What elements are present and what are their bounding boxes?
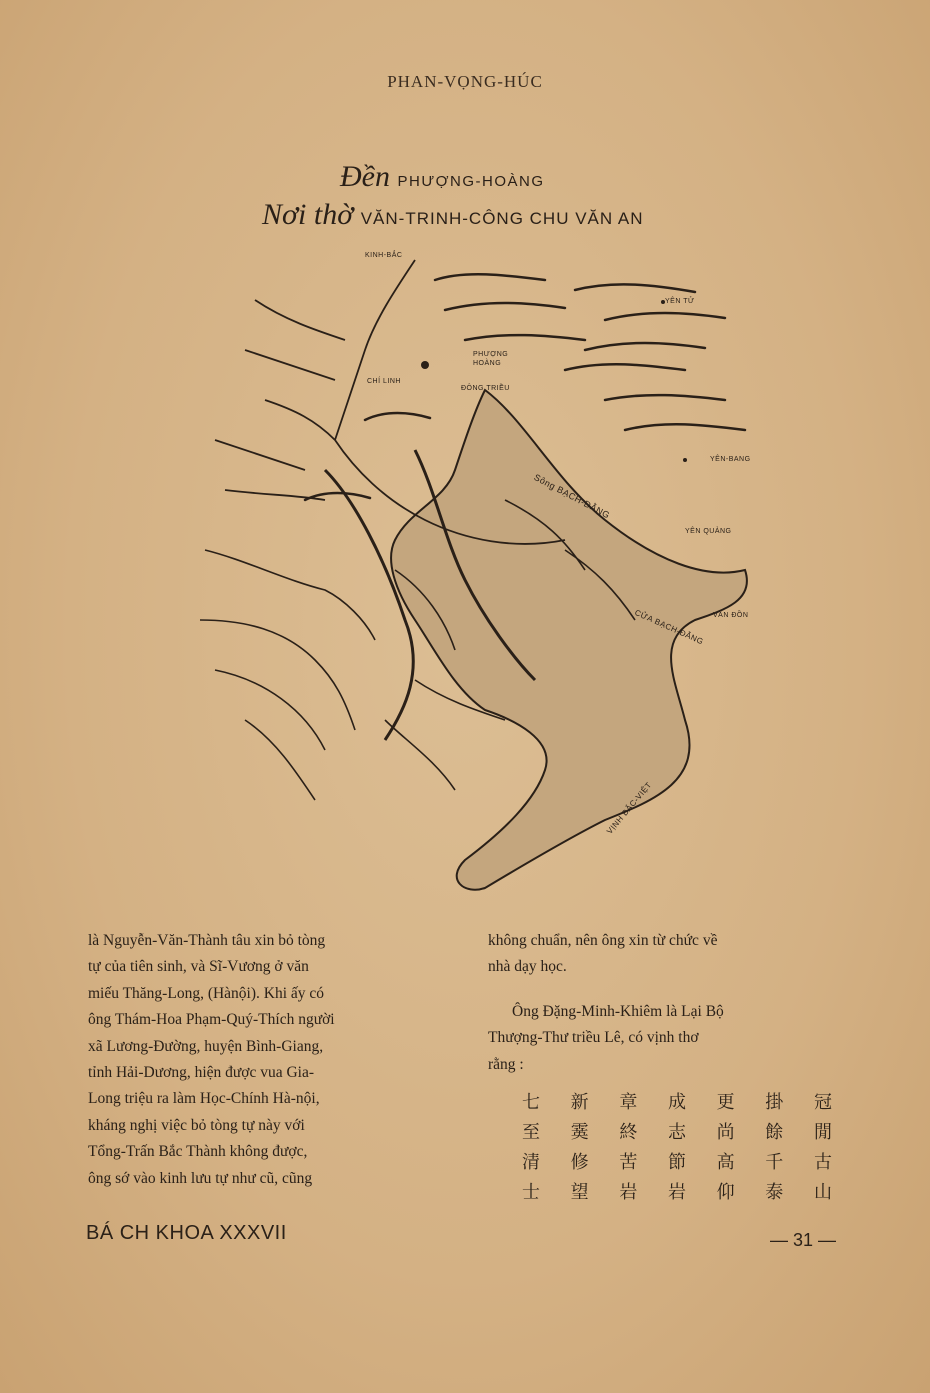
map-label-dong-trieu: ĐÔNG TRIỀU — [461, 385, 510, 392]
map-label-vinh-bac-viet: VỊNH BẮC-VIỆT — [605, 780, 654, 836]
poem-char: 千 — [765, 1152, 784, 1173]
left-line-7: Long triệu ra làm Học-Chính Hà-nội, — [88, 1090, 320, 1108]
poem-line-1 — [522, 1088, 832, 1118]
poem-char: 山 — [813, 1182, 832, 1203]
delta-map — [185, 240, 795, 900]
map-label-kinh-bac: KINH-BẮC — [365, 252, 403, 259]
poem-line-4 — [522, 1178, 832, 1208]
right-p1-line-2: nhà dạy học. — [488, 958, 567, 976]
poem-char: 更 — [716, 1092, 735, 1113]
poem-char: 餘 — [765, 1122, 784, 1143]
left-line-4: ông Thám-Hoa Phạm-Quý-Thích người — [88, 1011, 335, 1029]
poem-char: 掛 — [765, 1092, 784, 1113]
map-title-script-1: Đền — [340, 160, 390, 193]
map-title-line-2 — [262, 198, 644, 232]
right-p2-line-1: Ông Đặng-Minh-Khiêm là Lại Bộ — [512, 1002, 724, 1020]
poem-char: 終 — [619, 1122, 638, 1143]
poem-line-2 — [522, 1118, 832, 1148]
poem-char: 至 — [522, 1122, 540, 1143]
map-label-chi-linh: CHÍ LINH — [367, 378, 401, 385]
left-line-2: tự của tiên sinh, và Sĩ-Vương ở văn — [88, 958, 309, 976]
poem-char: 節 — [667, 1152, 686, 1173]
right-p1-line-1: không chuẩn, nên ông xin từ chức về — [488, 932, 718, 949]
page-number: — 31 — — [770, 1230, 837, 1250]
right-p2-line-2: Thượng-Thư triều Lê, có vịnh thơ — [488, 1029, 699, 1047]
left-line-5: xã Lương-Đường, huyện Bình-Giang, — [88, 1037, 324, 1055]
poem-char: 修 — [570, 1152, 589, 1173]
magazine-footer: BÁ CH KHOA XXXVII — [86, 1222, 287, 1244]
left-column — [88, 928, 464, 1192]
right-column — [488, 928, 864, 1078]
poem-char: 尚 — [716, 1122, 735, 1143]
left-line-1: là Nguyễn-Văn-Thành tâu xin bỏ tòng — [88, 932, 326, 949]
left-line-6: tỉnh Hải-Dương, hiện được vua Gia- — [88, 1064, 315, 1082]
left-line-3: miếu Thăng-Long, (Hànội). Khi ấy có — [88, 984, 325, 1002]
poem-char: 苦 — [619, 1152, 638, 1173]
poem-char: 高 — [716, 1152, 735, 1173]
map-title-line-1 — [340, 160, 545, 194]
poem-char: 仰 — [716, 1182, 735, 1203]
marker-points — [421, 300, 687, 462]
poem-line-3 — [522, 1148, 832, 1178]
poem-char: 章 — [619, 1092, 638, 1113]
running-head: PHAN-VỌNG-HÚC — [387, 72, 543, 91]
delta-map-drawing — [185, 240, 795, 900]
poem-char: 士 — [522, 1182, 540, 1203]
left-line-8: kháng nghị việc bỏ tòng tự này với — [88, 1116, 305, 1134]
map-label-yen-tu: YÊN TỬ — [665, 298, 695, 305]
poem-char: 霙 — [570, 1122, 589, 1143]
right-p2-line-3: rằng : — [488, 1055, 524, 1073]
map-label-yen-bang: YÊN-BANG — [710, 456, 751, 463]
map-label-song-bach-dang: Sông BẠCH-ĐẰNG — [532, 472, 612, 521]
river-branch-west — [325, 470, 413, 740]
poem-char: 志 — [667, 1122, 686, 1143]
left-line-9: Tổng-Trấn Bắc Thành không được, — [88, 1143, 308, 1161]
poem-char: 冠 — [813, 1092, 832, 1113]
poem-char: 岩 — [619, 1182, 638, 1203]
map-title-caps-1: PHƯỢNG-HOÀNG — [397, 173, 545, 190]
map-label-van-don: VÂN ĐỒN — [713, 612, 749, 619]
poem-char: 望 — [570, 1182, 589, 1203]
poem-char: 古 — [813, 1152, 832, 1173]
map-label-cua-bach-dang: CỬA BẠCH-ĐẰNG — [633, 608, 705, 647]
poem-char: 閒 — [813, 1122, 832, 1143]
poem-char: 成 — [667, 1092, 686, 1113]
map-title-caps-2: VĂN-TRINH-CÔNG CHU VĂN AN — [360, 209, 644, 228]
poem-char: 泰 — [765, 1182, 784, 1203]
poem-char: 七 — [522, 1092, 540, 1113]
map-label-phuong-hoang: PHƯỢNG HOÀNG — [473, 351, 509, 367]
poem-char: 岩 — [667, 1182, 686, 1203]
map-title-script-2: Nơi thờ — [262, 198, 354, 231]
poem-char: 新 — [570, 1092, 589, 1113]
poem-char: 清 — [522, 1152, 540, 1173]
left-line-10: ông sớ vào kinh lưu tự như cũ, cũng — [88, 1169, 313, 1187]
map-label-yen-quang: YÊN QUẢNG — [685, 528, 732, 535]
chinese-poem — [522, 1088, 832, 1208]
